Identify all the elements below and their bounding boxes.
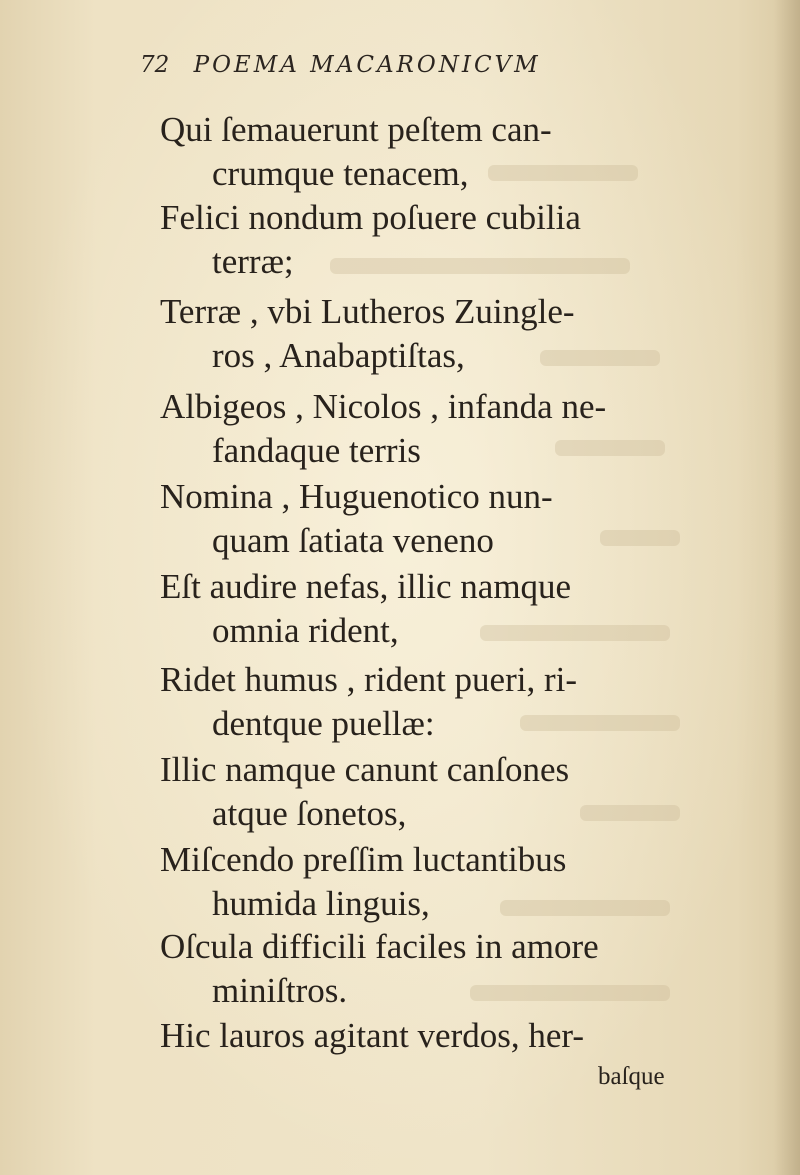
verse-line: Felici nondum poſuere cubilia bbox=[160, 198, 581, 237]
verse-line-continuation: quam ſatiata veneno bbox=[212, 521, 494, 560]
verse-line: Qui ſemauerunt peſtem can- bbox=[160, 110, 552, 149]
verse-line-continuation: dentque puellæ: bbox=[212, 704, 435, 743]
running-head bbox=[140, 52, 700, 92]
verse-line: Oſcula difficili faciles in amore bbox=[160, 927, 599, 966]
verse-line: Nomina , Huguenotico nun- bbox=[160, 477, 553, 516]
verse-line: Illic namque canunt canſones bbox=[160, 750, 570, 789]
verse-line-continuation: fandaque terris bbox=[212, 431, 421, 470]
verse-line: Miſcendo preſſim luctantibus bbox=[160, 840, 567, 879]
catchword: baſque bbox=[598, 1063, 665, 1090]
verse-line: Albigeos , Nicolos , infanda ne- bbox=[160, 387, 607, 426]
verse-line-continuation: atque ſonetos, bbox=[212, 794, 407, 833]
verse-line-continuation: humida linguis, bbox=[212, 884, 430, 923]
verse-line-continuation: crumque tenacem, bbox=[212, 154, 469, 193]
verse-line-continuation: ros , Anabaptiſtas, bbox=[212, 336, 465, 375]
verse-line: Terræ , vbi Lutheros Zuingle- bbox=[160, 292, 575, 331]
page-edge-shadow bbox=[774, 0, 800, 1175]
verse-line-continuation: terræ; bbox=[212, 242, 294, 281]
verse-line: Hic lauros agitant verdos, her- bbox=[160, 1016, 585, 1055]
page-number: 72 bbox=[140, 52, 170, 78]
verse-line-continuation: omnia rident, bbox=[212, 611, 399, 650]
verse-line-continuation: miniſtros. bbox=[212, 971, 348, 1010]
verse-line: Eſt audire nefas, illic namque bbox=[160, 567, 572, 606]
running-title: POEMA MACARONICVM bbox=[193, 52, 541, 78]
verse-line: Ridet humus , rident pueri, ri- bbox=[160, 660, 578, 699]
